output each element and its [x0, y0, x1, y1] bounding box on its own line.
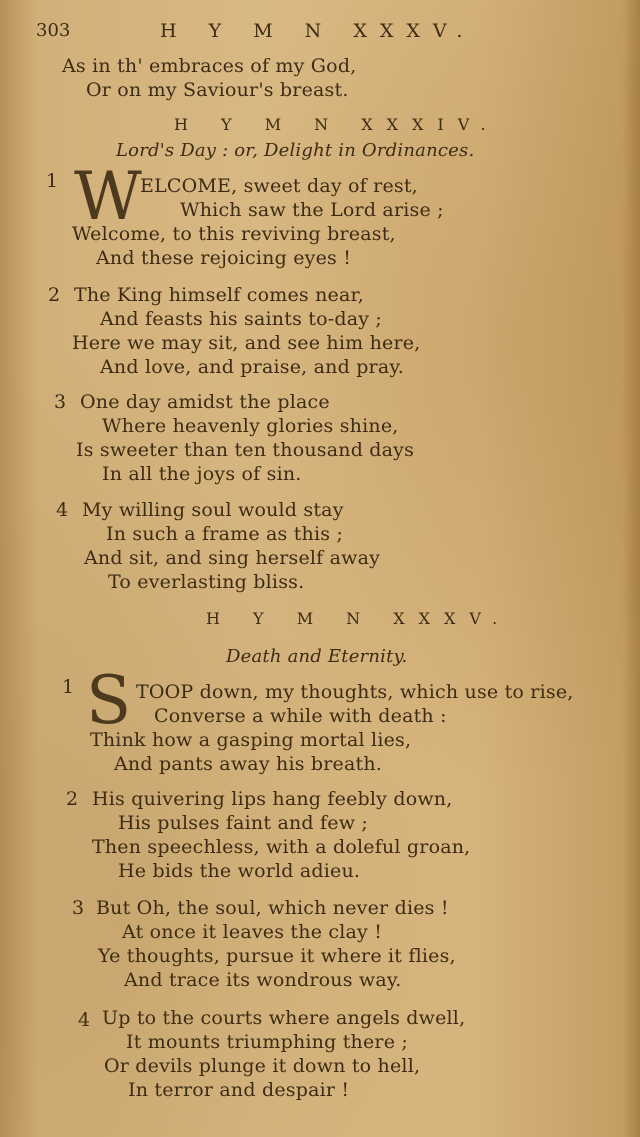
- stanza-number: 3: [54, 391, 67, 413]
- verse-line: Is sweeter than ten thousand days: [76, 439, 415, 461]
- verse-line: Welcome, to this reviving breast,: [72, 223, 396, 245]
- verse-line: And trace its wondrous way.: [124, 969, 402, 991]
- verse-line: He bids the world adieu.: [118, 860, 361, 882]
- drop-cap: S: [86, 662, 132, 739]
- verse-line: And feasts his saints to-day ;: [100, 308, 383, 330]
- verse-line: Where heavenly glories shine,: [102, 415, 399, 437]
- verse-line: At once it leaves the clay !: [122, 921, 383, 943]
- verse-line: And these rejoicing eyes !: [96, 247, 352, 269]
- stanza-number: 1: [46, 170, 59, 192]
- hymn-heading: H Y M N XXXIV.: [174, 115, 500, 134]
- verse-line: His quivering lips hang feebly down,: [92, 788, 453, 810]
- verse-line: The King himself comes near,: [74, 284, 364, 306]
- stanza-number: 4: [78, 1009, 91, 1031]
- stanza-number: 3: [72, 897, 85, 919]
- stanza-number: 4: [56, 499, 69, 521]
- drop-cap: W: [74, 158, 142, 235]
- verse-line: His pulses faint and few ;: [118, 812, 368, 834]
- verse-line: Then speechless, with a doleful groan,: [92, 836, 471, 858]
- stanza-number: 2: [48, 284, 61, 306]
- verse-line: Ye thoughts, pursue it where it flies,: [98, 945, 456, 967]
- verse-line: It mounts triumphing there ;: [126, 1031, 408, 1053]
- verse-line: My willing soul would stay: [82, 499, 344, 521]
- carryover-line: Or on my Saviour's breast.: [86, 79, 349, 101]
- page-number: 303: [36, 20, 71, 41]
- verse-line: Converse a while with death :: [154, 705, 447, 727]
- verse-line: TOOP down, my thoughts, which use to rise,: [136, 681, 574, 703]
- verse-line: One day amidst the place: [80, 391, 330, 413]
- verse-line: Up to the courts where angels dwell,: [102, 1007, 466, 1029]
- verse-line: In such a frame as this ;: [106, 523, 344, 545]
- verse-line: Or devils plunge it down to hell,: [104, 1055, 421, 1077]
- verse-line: But Oh, the soul, which never dies !: [96, 897, 449, 919]
- verse-line: And sit, and sing herself away: [84, 547, 381, 569]
- hymn-subtitle: Death and Eternity.: [226, 646, 408, 667]
- verse-line: Here we may sit, and see him here,: [72, 332, 421, 354]
- verse-line: In terror and despair !: [128, 1079, 350, 1101]
- stanza-number: 1: [62, 676, 75, 698]
- verse-line: ELCOME, sweet day of rest,: [140, 175, 418, 197]
- verse-line: And pants away his breath.: [114, 753, 383, 775]
- stanza-number: 2: [66, 788, 79, 810]
- verse-line: In all the joys of sin.: [102, 463, 302, 485]
- running-head-title: H Y M N XXXV.: [160, 20, 476, 42]
- hymn-subtitle: Lord's Day : or, Delight in Ordinances.: [116, 140, 475, 161]
- verse-line: To everlasting bliss.: [108, 571, 305, 593]
- verse-line: Which saw the Lord arise ;: [180, 199, 444, 221]
- carryover-line: As in th' embraces of my God,: [62, 55, 357, 77]
- verse-line: And love, and praise, and pray.: [100, 356, 405, 378]
- hymn-heading: H Y M N XXXV.: [206, 609, 512, 628]
- verse-line: Think how a gasping mortal lies,: [90, 729, 412, 751]
